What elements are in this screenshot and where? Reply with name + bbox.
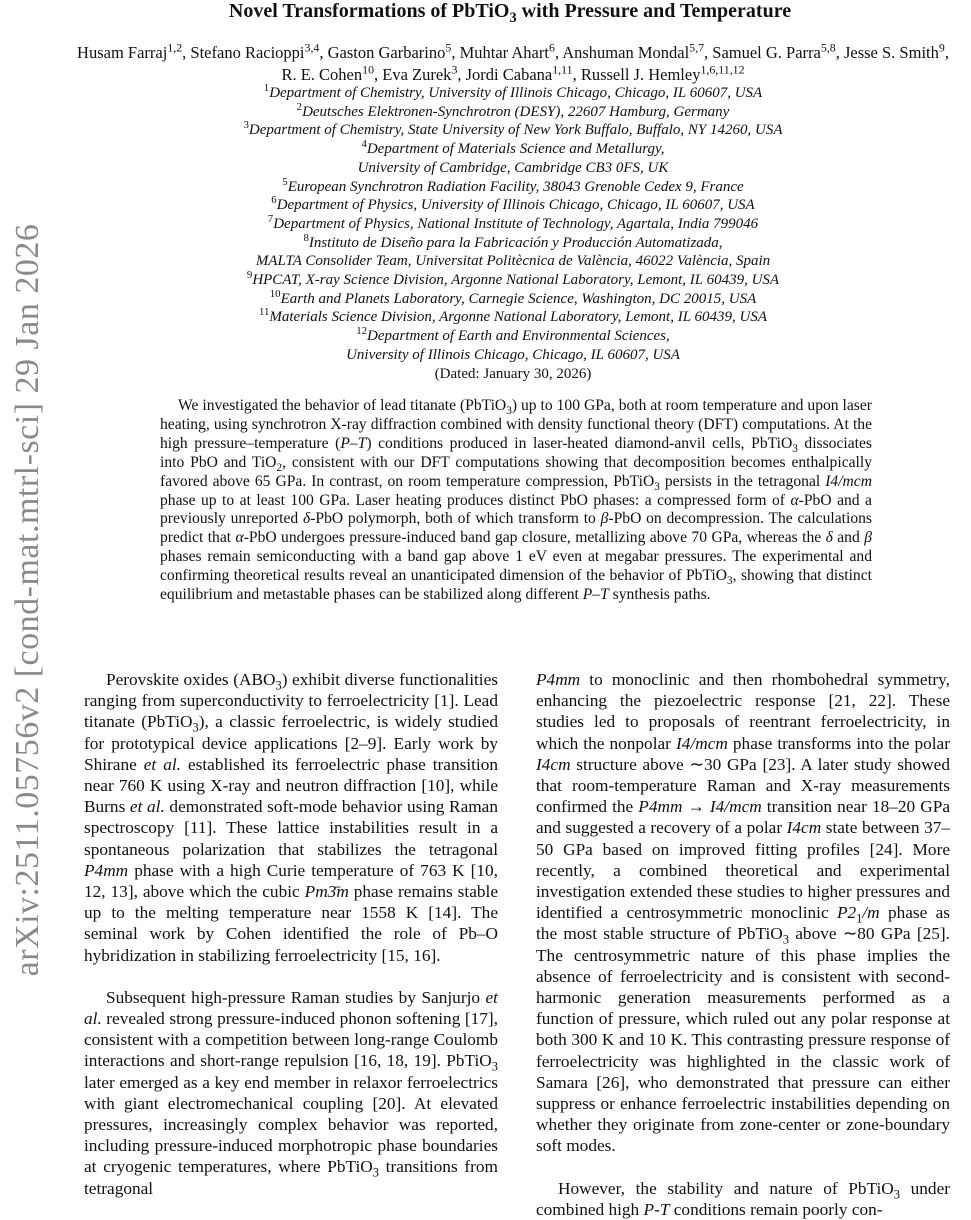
author-name: Jordi Cabana [465,65,553,84]
affiliation-text: Instituto de Diseño para la Fabricación y Producción Automatizada, [308,234,723,251]
affiliation-line [68,231,958,253]
text-run: -PbO on decompression. The calculations predict that [160,510,872,547]
author [382,62,458,84]
text-run: 3 [654,480,660,493]
text-run: Pm3̄m [304,882,349,902]
text-run: et al. [143,754,181,774]
text-run: 3 [792,442,798,455]
text-run: -PbO undergoes pressure-induced band gap closure, metallizing above 70 GPa, whereas the [243,529,826,547]
text-run: Perovskite oxides (ABO [106,670,276,689]
text-run: 3 [372,1165,379,1180]
author [712,40,836,62]
affiliation-line [68,252,958,271]
text-run: under combined high [536,1178,950,1219]
author-affiliation-mark: 1,6,11,12 [700,62,745,77]
text-run: phase with a high Curie temperature of 763 K [10, 12, 13], above which the cubic [84,860,498,902]
author-affiliation-mark: 10 [362,62,374,77]
text-run: phase transforms into the polar [727,733,950,753]
text-run: transition near 18–20 GPa and suggested a recovery of a polar [536,797,950,838]
affiliation-line [68,121,958,140]
body-paragraph [84,987,498,1199]
affiliation-text: Materials Science Division, Argonne National Laboratory, Lemont, IL 60439, USA [269,309,768,326]
author [465,62,573,84]
text-run: , showing that distinct equilibrium and metastable phases can be stabilized along different [160,567,872,604]
affiliation-text: Department of Physics, National Institute of Technology, Agartala, India 799046 [273,215,759,232]
affiliation-number: 9 [246,269,253,282]
text-run: P4mm [536,670,581,689]
text-run: We investigated the behavior of lead titanate (PbTiO [178,397,507,414]
affiliation-line [68,212,958,234]
text-run: ) up to 100 GPa, both at room temperature and upon laser heating, using synchrotron X-ray diffraction combined with density functional theory (DFT) computations. At the high pressure–temperature ( [160,397,872,452]
text-run: Subsequent high-pressure Raman studies by Sanjurjo [106,987,486,1007]
affiliation-number: 10 [269,287,281,300]
affiliation-text: Department of Chemistry, State University of New York Buffalo, Buffalo, NY 14260, USA [248,122,783,139]
author-name: Jesse S. Smith [843,43,939,62]
affiliation-text: Department of Earth and Environmental Sciences, [367,328,670,345]
author [843,40,945,62]
author [190,40,320,62]
author-affiliation-mark: 5,8 [820,40,836,55]
text-run: I4cm [786,818,822,838]
text-run: 1 [856,911,863,926]
text-run: 3 [192,720,199,735]
affiliation-number: 2 [296,100,303,113]
text-run: I4/mcm [709,797,762,817]
affiliation-number: 1 [263,82,270,94]
author-affiliation-mark: 3,4 [304,40,320,55]
text-run: δ [825,529,833,547]
text-run: 3 [275,678,282,693]
text-run: ) exhibit diverse functionalities ranging from superconductivity to ferroelectricity [1]. Lead titanate (PbTiO [84,670,498,732]
text-run: et al. [129,797,165,817]
text-run: phase remains stable up to the melting temperature near 1558 K [14]. The seminal work by Cohen identified the role of Pb–O hybridization in stabilizing ferroelectricity [15, 16]. [84,882,498,965]
author-affiliation-mark: 9 [938,40,945,55]
abstract [160,397,872,605]
date-line: (Dated: January 30, 2026) [434,366,592,382]
affiliation-number: 7 [267,212,274,225]
text-run: δ [302,510,311,528]
affiliation-line [68,84,958,103]
affiliation-line [68,327,958,346]
text-run: revealed strong pressure-induced phonon softening [17], consistent with a competition between long-range Coulomb interactions and short-range repulsion [16, 18, 19]. PbTiO [84,1009,498,1071]
author-affiliation-mark: 6 [548,40,555,55]
text-run: demonstrated soft-mode behavior using Raman spectroscopy [11]. These lattice instabilities result in a spontaneous polarization that stabilizes the tetragonal [84,797,498,859]
text-run: I4cm [536,754,571,774]
author-name: Stefano Racioppi [190,43,305,62]
affiliation-text: University of Cambridge, Cambridge CB3 0FS, UK [357,159,669,176]
affiliation-number: 3 [243,119,249,132]
text-run: 3 [782,932,789,947]
affiliation-text: HPCAT, X-ray Science Division, Argonne National Laboratory, Lemont, IL 60439, USA [252,272,780,289]
author-affiliation-mark: 1,2 [167,40,183,55]
text-run: I4/mcm [825,472,872,490]
author [562,40,705,62]
text-run: P–T [340,434,367,452]
text-run: phases remain semiconducting with a band gap above 1 eV even at megabar pressures. The experimental and confirming theoretical results reveal an unanticipated dimension of the behavior of PbTiO [160,548,872,585]
text-run: conditions remain poorly con- [669,1199,883,1219]
affiliation-line [68,196,958,215]
body-paragraph [536,669,950,1157]
text-run: established its ferroelectric phase transition near 760 K using X-ray and neutron diffraction [10], while Burns [84,754,498,817]
affiliation-text: Department of Chemistry, University of Illinois Chicago, Chicago, IL 60607, USA [269,85,763,101]
affiliation-number: 8 [303,231,309,244]
text-run: → [682,797,710,817]
affiliation-text: University of Illinois Chicago, Chicago, IL 60607, USA [346,346,680,363]
text-run: and [832,529,865,547]
text-run: 3 [506,405,512,418]
text-run: dissociates into PbO and TiO [160,434,872,471]
text-run: synthesis paths. [608,586,711,604]
affiliation-line [68,175,958,197]
affiliation-text: Department of Physics, University of Illinois Chicago, Chicago, IL 60607, USA [276,197,755,214]
affiliation-list [68,84,958,365]
author-name: Muhtar Ahart [459,43,549,62]
text-run: P–T [582,586,609,604]
text-run: P-T [643,1199,670,1219]
body-paragraph [84,669,498,966]
right-column [536,669,950,1220]
text-run: phase up to at least 100 GPa. Laser heating produces distinct PbO phases: a compressed form of [160,491,791,509]
affiliation-text: Deutsches Elektronen-Synchrotron (DESY), 22607 Hamburg, Germany [302,103,730,120]
text-run: above ∼80 GPa [25]. The centrosymmetric nature of this phase implies the absence of ferroelectricity and is consistent with second-harmonic generation measurements performed as a function of pressure, which ruled out any polar response at both 300 K and 10 K. This contrasting pressure response of ferroelectricity was highlighted in the classic work of Samara [26], who demonstrated that pressure can either suppress or enhance ferroelectric instabilities depending on whether they originate from zone-center or zone-boundary soft modes. [536,924,950,1156]
text-run: α [790,491,799,509]
author [327,40,452,62]
author-name: Samuel G. Parra [712,43,821,62]
text-run: β [864,529,872,547]
text-run: 2 [276,461,283,474]
affiliation-number: 5 [282,175,288,188]
affiliation-text: Earth and Planets Laboratory, Carnegie Science, Washington, DC 20015, USA [280,290,757,307]
text-run: -PbO polymorph, both of which transform to [310,510,601,528]
affiliation-line [68,159,958,178]
text-run: persists in the tetragonal [659,472,826,490]
text-run: P4mm [84,860,129,880]
text-run: later emerged as a key end member in relaxor ferroelectrics with giant electromechanical coupling [20]. At elevated pressures, increasingly complex behavior was reported, including pressure-induced morphotropic phase boundaries at cryogenic temperatures, where PbTiO [84,1072,498,1177]
text-run: α [235,529,244,547]
text-run: I4/mcm [676,733,728,753]
affiliation-text: MALTA Consolider Team, Universitat Politècnica de València, 46022 València, Spain [255,253,771,270]
author-name: Husam Farraj [77,43,168,62]
author-affiliation-mark: 1,11 [552,62,573,77]
left-column [84,669,498,1199]
text-run: state between 37–50 GPa based on improved fitting profiles [24]. More recently, a combined theoretical and experimental investigation extended these studies to higher pressures and identified a centrosymmetric monoclinic [536,818,950,923]
affiliation-line [68,140,958,159]
text-run: /m [862,903,880,923]
text-run: 3 [727,575,733,588]
author-affiliation-mark: 3 [451,62,458,77]
author-affiliation-mark: 5 [445,40,452,55]
affiliation-line [68,100,958,122]
affiliation-text: Department of Materials Science and Metallurgy, [366,141,665,158]
text-run: , consistent with our DFT computations showing that decomposition becomes enthalpically favored above 65 GPa. In contrast, on room temperature compression, PbTiO [160,453,872,490]
affiliation-line [68,346,958,365]
author [281,62,374,84]
affiliation-line [68,308,958,327]
text-run: 3 [893,1187,900,1202]
author-name: Eva Zurek [382,65,452,84]
author-list: Husam Farraj$^{1,2}$, Stefano Racioppi$^{3,4}$, Gaston Garbarino$^5$, Muhtar Ahart$^6$, Anshuman Mondal$^{5,7}$, Samuel G. Parra$^{5,8}$, Jesse S. Smith$^9$, R. E. Cohen$^{10}$, Eva Zurek$^3$, Jordi Cabana$^{1,11}$, Russell J. Hemley$^{1,6,11,12}$ [77,40,949,84]
affiliation-text: European Synchrotron Radiation Facility, 38043 Grenoble Cedex 9, France [287,178,744,195]
body-paragraph [536,1178,950,1220]
text-run: et al. [84,987,498,1029]
author-affiliation-mark: 5,7 [689,40,705,55]
affiliation-number: 12 [356,325,368,338]
text-run: -PbO and a previously unreported [160,491,872,528]
author-name: Anshuman Mondal [562,43,690,62]
text-run: However, the stability and nature of PbTiO [558,1178,894,1198]
arxiv-identifier: arXiv:2511.05756v2 [cond-mat.mtrl-sci] 29 Jan 2026 [9,223,46,977]
author-name: R. E. Cohen [281,65,363,84]
text-run: P4mm [638,797,683,817]
arxiv-sidebar [0,0,56,1200]
author [77,40,183,62]
affiliation-number: 4 [361,138,367,151]
text-run: P2 [836,903,857,923]
affiliation-line [68,287,958,309]
text-run: transitions from tetragonal [84,1157,498,1198]
text-run: phase as the most stable structure of PbTiO [536,903,950,944]
affiliation-line [68,271,958,290]
paper-title: Novel Transformations of PbTiO$_3$ with Pressure and Temperature [228,0,792,26]
affiliation-number: 6 [271,194,277,207]
text-run: to monoclinic and then rhombohedral symmetry, enhancing the piezoelectric response [21, 22]. These studies led to proposals of reentrant ferroelectricity, in which the nonpolar [536,670,950,753]
text-run: 3 [491,1059,498,1074]
text-run: ), a classic ferroelectric, is widely studied for prototypical device applications [2–9]. Early work by Shirane [84,712,498,774]
author [459,40,555,62]
text-run: structure above ∼30 GPa [23]. A later study showed that room-temperature Raman and X-ray measurements confirmed the [536,754,950,817]
text-run: ) conditions produced in laser-heated diamond-anvil cells, PbTiO [366,434,793,452]
author-name: Gaston Garbarino [327,43,446,62]
affiliation-number: 11 [258,306,270,319]
author [580,62,745,84]
author-name: Russell J. Hemley [580,65,701,84]
text-run: β [600,510,609,528]
